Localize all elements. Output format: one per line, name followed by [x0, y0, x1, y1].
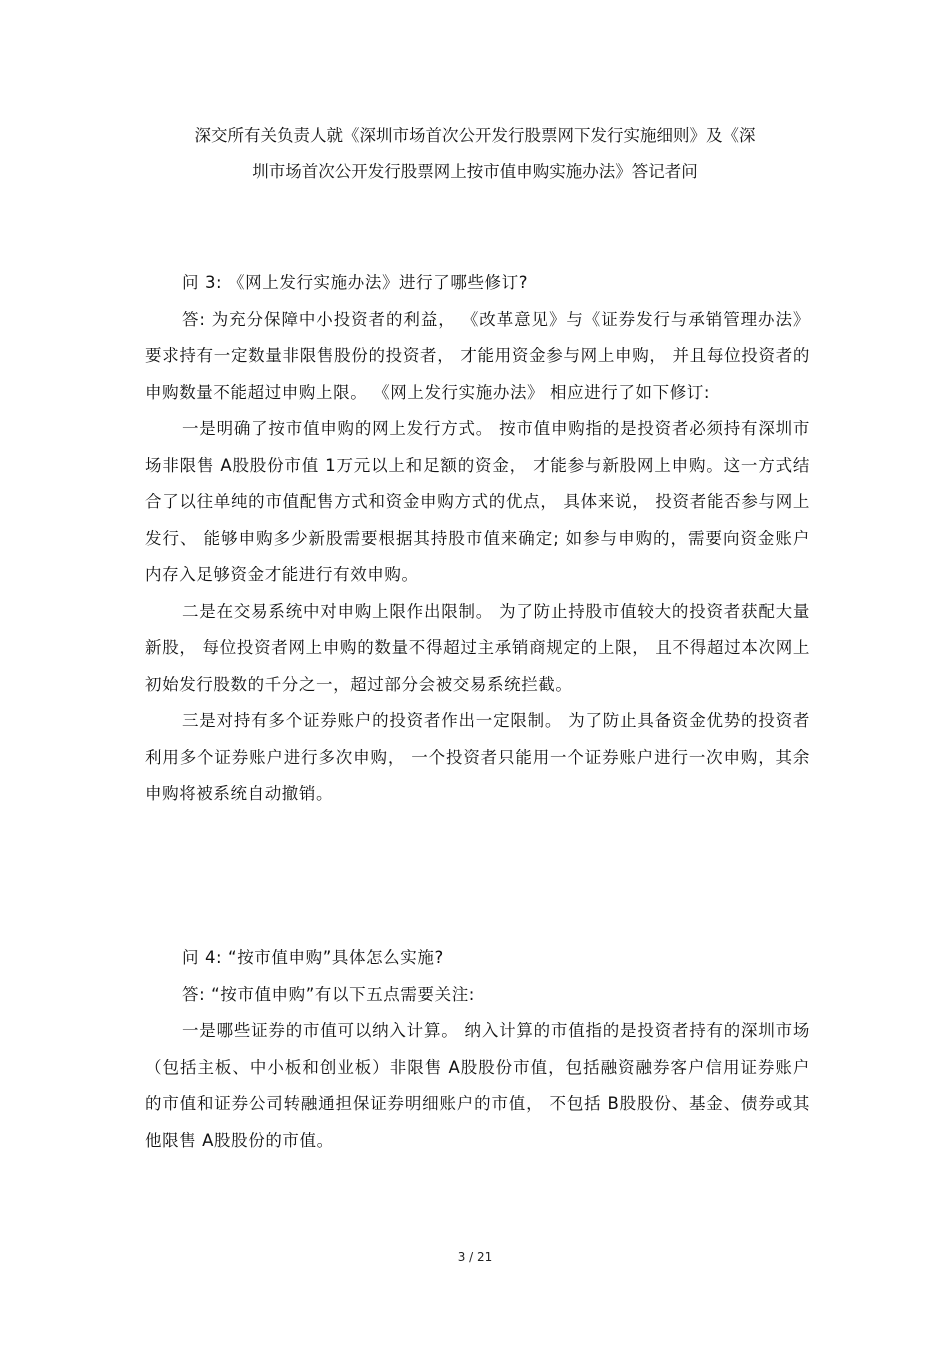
- answer-4: 答: “按市值申购”有以下五点需要关注:: [182, 984, 475, 1004]
- section-q4: [145, 940, 810, 1159]
- answer-4-point-1: 一是哪些证券的市值可以纳入计算。 纳入计算的市值指的是投资者持有的深圳市场（包括主板、中小板和创业板）非限售 A股股份市值，包括融资融券客户信用证券账户的市值和证券公司转融通担保证券明细账户的市值， 不包括 B股股份、基金、债券或其他限售 A股股份的市值。: [145, 1021, 810, 1150]
- page-number: 3 / 21: [457, 1250, 493, 1264]
- answer-3: 答: 为充分保障中小投资者的利益， 《改革意见》与《证券发行与承销管理办法》要求持有一定数量非限售股份的投资者， 才能用资金参与网上申购， 并且每位投资者的申购数量不能超过申购上限。 《网上发行实施办法》 相应进行了如下修订:: [145, 309, 810, 402]
- title-line-2: 圳市场首次公开发行股票网上按市值申购实施办法》答记者问: [252, 162, 698, 181]
- answer-3-point-1: 一是明确了按市值申购的网上发行方式。 按市值申购指的是投资者必须持有深圳市场非限售 A股股份市值 1万元以上和足额的资金， 才能参与新股网上申购。这一方式结合了以往单纯的市值配售方式和资金申购方式的优点， 具体来说， 投资者能否参与网上发行、 能够申购多少新股需要根据其持股市值来确定; 如参与申购的，需要向资金账户内存入足够资金才能进行有效申购。: [145, 419, 810, 584]
- section-q3: [145, 265, 810, 813]
- document-title: [120, 118, 830, 190]
- question-4: 问 4: “按市值申购”具体怎么实施?: [182, 948, 444, 967]
- question-3: 问 3: 《网上发行实施办法》进行了哪些修订?: [182, 273, 529, 292]
- title-line-1: 深交所有关负责人就《深圳市场首次公开发行股票网下发行实施细则》及《深: [194, 126, 756, 145]
- answer-3-point-3: 三是对持有多个证券账户的投资者作出一定限制。 为了防止具备资金优势的投资者利用多个证券账户进行多次申购， 一个投资者只能用一个证券账户进行一次申购，其余申购将被系统自动撤销。: [145, 711, 810, 803]
- answer-3-point-2: 二是在交易系统中对申购上限作出限制。 为了防止持股市值较大的投资者获配大量新股， 每位投资者网上申购的数量不得超过主承销商规定的上限， 且不得超过本次网上初始发行股数的千分之一，超过部分会被交易系统拦截。: [145, 601, 810, 694]
